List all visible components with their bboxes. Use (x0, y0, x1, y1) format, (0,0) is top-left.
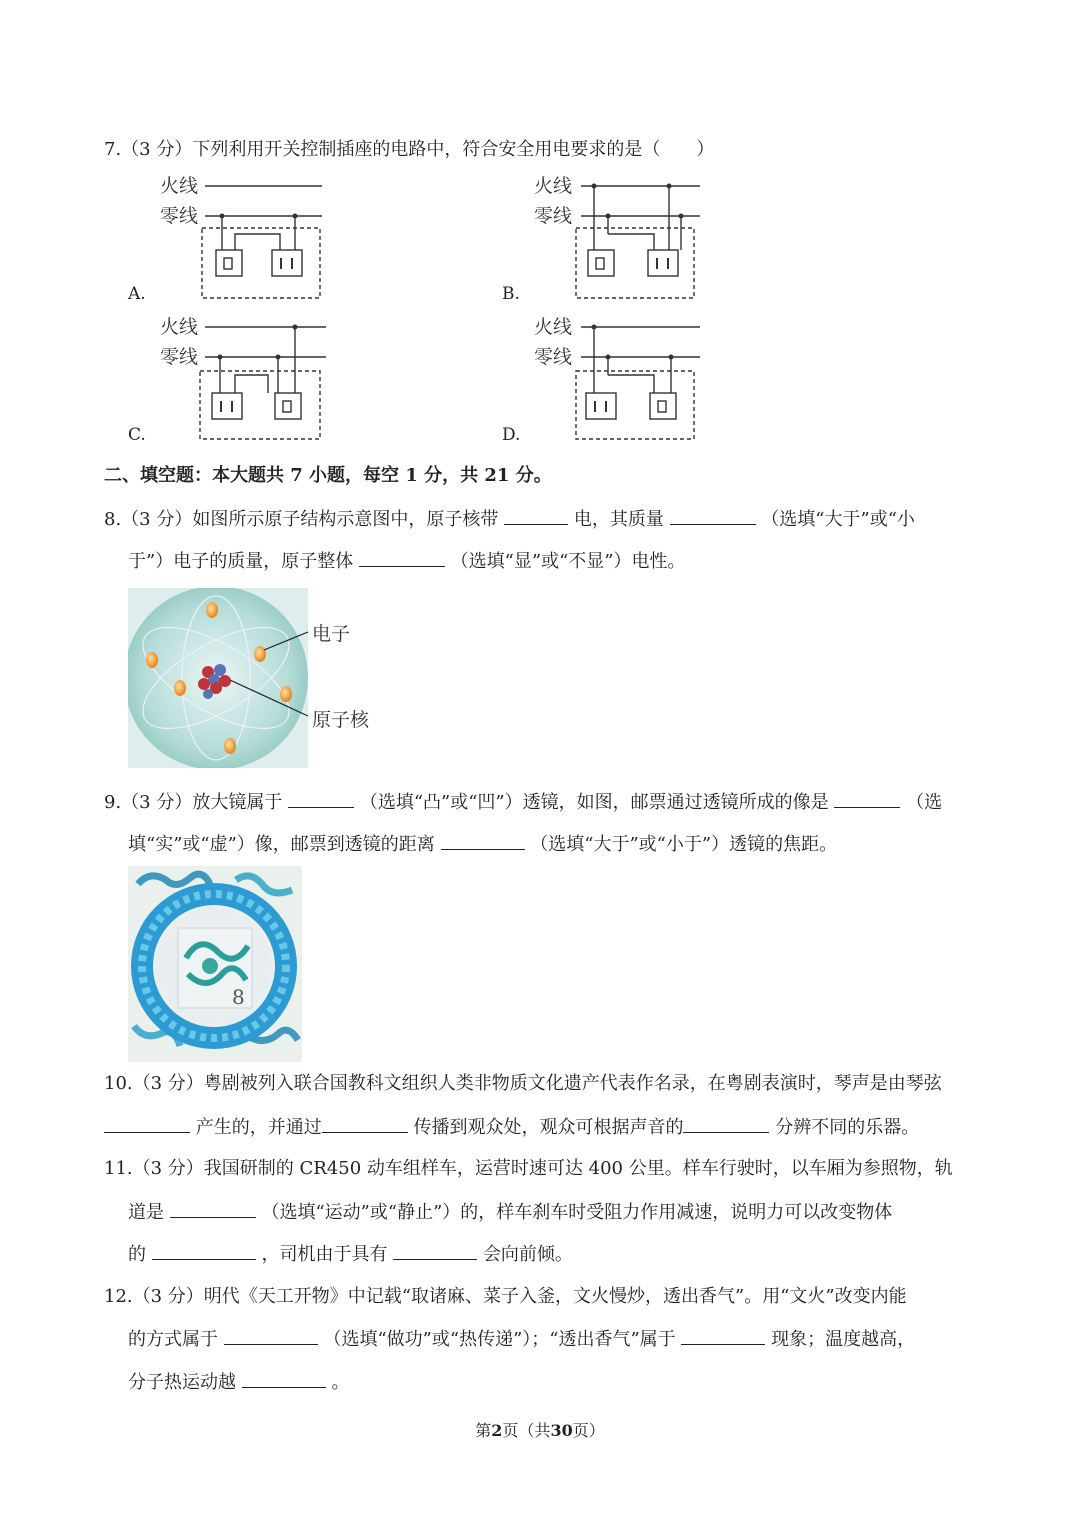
q8-line-1: 8.（3 分）如图所示原子结构示意图中，原子核带 电，其质量 （选填“大于”或“小 (104, 509, 915, 530)
q10-blank-3[interactable] (683, 1116, 769, 1133)
svg-text:火线: 火线 (534, 316, 573, 338)
svg-text:零线: 零线 (160, 346, 199, 368)
svg-text:火线: 火线 (160, 316, 199, 338)
stamp-value: 8 (232, 985, 245, 1009)
q11-blank-2[interactable] (152, 1243, 256, 1260)
q11-line-2: 道是 （选填“运动”或“静止”）的，样车刹车时受阻力作用减速，说明力可以改变物体 (128, 1202, 893, 1223)
q9-line-1: 9.（3 分）放大镜属于 （选填“凸”或“凹”）透镜，如图，邮票通过透镜所成的像是 （选 (104, 792, 943, 813)
circuit-b-diagram (526, 170, 716, 305)
q7-option-b[interactable]: B. (502, 284, 520, 304)
q9-line-2: 填“实”或“虚”）像，邮票到透镜的距离 （选填“大于”或“小于”）透镜的焦距。 (128, 834, 838, 855)
q8-blank-2[interactable] (670, 508, 756, 525)
q12-line-3: 分子热运动越 。 (128, 1372, 350, 1393)
svg-text:零线: 零线 (534, 346, 573, 368)
q11-blank-1[interactable] (170, 1201, 256, 1218)
svg-text:零线: 零线 (534, 205, 573, 227)
page-number: 2 (491, 1421, 503, 1440)
q10-line-1: 10.（3 分）粤剧被列入联合国教科文组织人类非物质文化遗产代表作名录，在粤剧表演时，琴声是由琴弦 (104, 1073, 942, 1094)
q7-option-a[interactable]: A. (128, 284, 146, 304)
q10-blank-1[interactable] (104, 1116, 190, 1133)
q12-blank-2[interactable] (681, 1328, 765, 1345)
q11-line-1: 11.（3 分）我国研制的 CR450 动车组样车，运营时速可达 400 公里。样车行驶时，以车厢为参照物，轨 (104, 1158, 953, 1179)
neutral-wire-label: 零线 (160, 205, 199, 227)
page-footer: 第2页（共30页） (475, 1421, 605, 1440)
q8-blank-3[interactable] (359, 550, 445, 567)
q8-blank-1[interactable] (504, 508, 568, 525)
q10-blank-2[interactable] (322, 1116, 408, 1133)
svg-text:火线: 火线 (534, 175, 573, 197)
section-2-heading: 二、填空题：本大题共 7 小题，每空 1 分，共 21 分。 (104, 465, 552, 486)
q9-blank-3[interactable] (441, 833, 525, 850)
q10-line-2: 产生的，并通过 传播到观众处，观众可根据声音的 分辨不同的乐器。 (104, 1116, 919, 1139)
q7-stem: 7.（3 分）下列利用开关控制插座的电路中，符合安全用电要求的是（ ） (104, 139, 715, 160)
nucleus-label: 原子核 (312, 709, 370, 731)
q7-option-d[interactable]: D. (502, 425, 521, 445)
q11-blank-3[interactable] (393, 1243, 477, 1260)
q12-line-1: 12.（3 分）明代《天工开物》中记载“取诸麻、菜子入釜，文火慢炒，透出香气”。用“文火”改变内能 (104, 1286, 907, 1307)
atom-structure-figure (128, 588, 388, 768)
q11-line-3: 的 ，司机由于具有 会向前倾。 (128, 1244, 573, 1265)
q8-line-2: 于”）电子的质量，原子整体 （选填“显”或“不显”）电性。 (128, 551, 686, 572)
page-total: 30 (550, 1421, 573, 1440)
q9-blank-1[interactable] (288, 791, 354, 808)
circuit-a-diagram (150, 170, 340, 305)
q7-option-c[interactable]: C. (128, 425, 146, 445)
magnifier-stamp-figure (128, 866, 302, 1062)
circuit-d-diagram (526, 311, 716, 446)
q12-line-2: 的方式属于 （选填“做功”或“热传递”）；“透出香气”属于 现象；温度越高， (128, 1329, 916, 1350)
electron-label: 电子 (312, 623, 351, 645)
q12-blank-3[interactable] (242, 1371, 326, 1388)
q9-blank-2[interactable] (834, 791, 900, 808)
q12-blank-1[interactable] (224, 1328, 318, 1345)
live-wire-label: 火线 (160, 175, 199, 197)
circuit-c-diagram (150, 311, 340, 446)
